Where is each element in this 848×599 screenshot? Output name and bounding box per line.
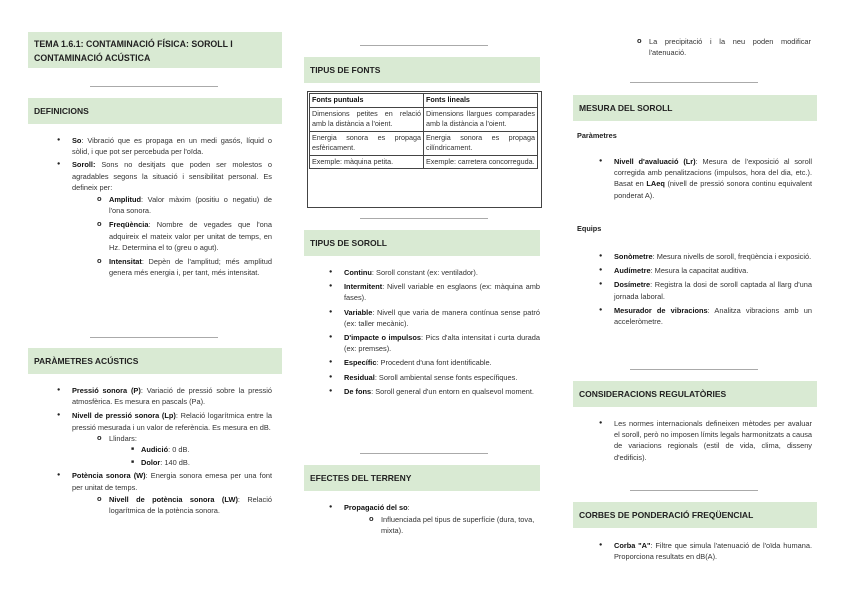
list-item: ● Específic: Procedent d'una font identificable. <box>344 357 540 368</box>
corbes-content <box>614 540 812 562</box>
list-item: o Influenciada pel tipus de superfície (dura, tova, mixta). <box>381 514 540 536</box>
divider <box>630 82 758 83</box>
section-title: CONSIDERACIONS REGULATÒRIES <box>579 389 727 399</box>
table-row <box>310 107 538 131</box>
table-cell: Dimensions llargues comparades amb la distància a l'oient. <box>424 107 538 131</box>
section-header-efectes <box>304 465 540 491</box>
list-item: ● Intermitent: Nivell variable en esglaons (ex: màquina amb fases). <box>344 281 540 303</box>
list-item: ■ Audició: 0 dB. <box>141 444 272 455</box>
list-item: ● Nivell d'avaluació (Lr): Mesura de l'exposició al soroll corregida amb penalitzacions (impulsos, hora del dia, etc.). Basat en LAeq (nivell de pressió sonora continu equivalent ponderat A). <box>614 156 812 201</box>
subheading-parametres: Paràmetres <box>577 131 617 140</box>
table-cell: Exemple: màquina petita. <box>310 155 424 169</box>
efectes-continuation <box>649 36 811 58</box>
table-header-cell: Fonts puntuals <box>310 94 424 108</box>
section-title: PARÀMETRES ACÚSTICS <box>34 356 139 366</box>
fonts-table <box>309 93 538 169</box>
table-cell: Energia sonora es propaga cilíndricament. <box>424 131 538 155</box>
section-title: TIPUS DE SOROLL <box>310 238 387 248</box>
list-item: ● So: Vibració que es propaga en un medi gasós, líquid o sòlid, i que pot ser percebuda per l'oïda. <box>72 135 272 157</box>
table-row <box>310 155 538 169</box>
list-item: ● Sonòmetre: Mesura nivells de soroll, freqüència i exposició. <box>614 251 812 262</box>
list-item: ● Soroll: Sons no desitjats que poden ser molestos o agradables segons la situació i sensibilitat personal. Es defineix per: o Amplitud: Valor màxim (positiu o negatiu) de l'ona sonora. o Freqüència: Nombre de vegades que l'ona adquireix el mateix valor per unitat de temps, en Hz. Determina el to (greu o agut). o Intensitat: Depèn de l'amplitud; més amplitud genera més energia i, per tant, més intensitat. <box>72 159 272 278</box>
section-header-tipus-fonts <box>304 57 540 83</box>
list-item: o Amplitud: Valor màxim (positiu o negatiu) de l'ona sonora. <box>109 194 272 216</box>
list-item: o Nivell de potència sonora (LW): Relació logarítmica de la potència sonora. <box>109 494 272 516</box>
table-cell: Dimensions petites en relació amb la distància a l'oient. <box>310 107 424 131</box>
parametres-content <box>72 385 272 516</box>
section-header-mesura <box>573 95 817 121</box>
subheading-equips: Equips <box>577 224 602 233</box>
list-item: ● Nivell de pressió sonora (Lp): Relació logarítmica entre la pressió mesurada i un valor de referència. Es mesura en dB. o Llindars: ■ Audició: 0 dB. ■ Dolor: 140 dB. <box>72 410 272 468</box>
section-title: CORBES DE PONDERACIÓ FREQÜENCIAL <box>579 510 754 520</box>
list-item: ● De fons: Soroll general d'un entorn en qualsevol moment. <box>344 386 540 397</box>
list-item: ● Propagació del so: o Influenciada pel tipus de superfície (dura, tova, mixta). <box>344 502 540 537</box>
divider <box>360 45 488 46</box>
list-item: o La precipitació i la neu poden modificar l'atenuació. <box>649 36 811 58</box>
table-cell: Energia sonora es propaga esfèricament. <box>310 131 424 155</box>
page-title-text: TEMA 1.6.1: CONTAMINACIÓ FÍSICA: SOROLL I CONTAMINACIÓ ACÚSTICA <box>34 38 233 63</box>
list-item: ● Audímetre: Mesura la capacitat auditiva. <box>614 265 812 276</box>
list-item: ● Variable: Nivell que varia de manera contínua sense patró (ex: taller mecànic). <box>344 307 540 329</box>
divider <box>630 490 758 491</box>
list-item: ● D'impacte o impulsos: Pics d'alta intensitat i curta durada (ex: premses). <box>344 332 540 354</box>
divider <box>90 86 218 87</box>
list-item: ● Potència sonora (W): Energia sonora emesa per una font per unitat de temps. o Nivell de potència sonora (LW): Relació logarítmica de la potència sonora. <box>72 470 272 516</box>
table-header-row <box>310 94 538 108</box>
list-item: ■ Dolor: 140 dB. <box>141 457 272 468</box>
section-title: DEFINICIONS <box>34 106 89 116</box>
section-title: EFECTES DEL TERRENY <box>310 473 412 483</box>
section-title: MESURA DEL SOROLL <box>579 103 673 113</box>
table-header-cell: Fonts lineals <box>424 94 538 108</box>
section-header-definicions <box>28 98 282 124</box>
section-title: TIPUS DE FONTS <box>310 65 381 75</box>
table-row <box>310 131 538 155</box>
page-title <box>28 32 282 68</box>
divider <box>360 218 488 219</box>
list-item: ● Les normes internacionals defineixen mètodes per avaluar el soroll, però no imposen límits legals harmonitzats a causa de variacions regionals (estil de vida, clima, disseny d'edificis). <box>614 418 812 463</box>
efectes-content <box>344 502 540 537</box>
divider <box>360 453 488 454</box>
table-cell: Exemple: carretera concorreguda. <box>424 155 538 169</box>
section-header-corbes <box>573 502 817 528</box>
list-item: ● Corba "A": Filtre que simula l'atenuació de l'oïda humana. Proporciona resultats en dB(A). <box>614 540 812 562</box>
divider <box>630 369 758 370</box>
section-header-parametres <box>28 348 282 374</box>
list-item: ● Mesurador de vibracions: Analitza vibracions amb un acceleròmetre. <box>614 305 812 327</box>
list-item: ● Continu: Soroll constant (ex: ventilador). <box>344 267 540 278</box>
list-item: o Llindars: ■ Audició: 0 dB. ■ Dolor: 140 dB. <box>109 433 272 469</box>
list-item: o Freqüència: Nombre de vegades que l'ona adquireix el mateix valor per unitat de temps, en Hz. Determina el to (greu o agut). <box>109 219 272 253</box>
tipus-soroll-content <box>344 267 540 397</box>
section-header-tipus-soroll <box>304 230 540 256</box>
list-item: ● Residual: Soroll ambiental sense fonts específiques. <box>344 372 540 383</box>
definicions-content <box>72 135 272 278</box>
list-item: o Intensitat: Depèn de l'amplitud; més amplitud genera més energia i, per tant, més intensitat. <box>109 256 272 278</box>
consideracions-content <box>614 418 812 463</box>
section-header-consideracions <box>573 381 817 407</box>
mesura-equips-content <box>614 251 812 327</box>
list-item: ● Pressió sonora (P): Variació de pressió sobre la pressió atmosfèrica. Es mesura en pascals (Pa). <box>72 385 272 407</box>
mesura-parametres-content <box>614 156 812 201</box>
list-item: ● Dosímetre: Registra la dosi de soroll captada al llarg d'una jornada laboral. <box>614 279 812 301</box>
divider <box>90 337 218 338</box>
